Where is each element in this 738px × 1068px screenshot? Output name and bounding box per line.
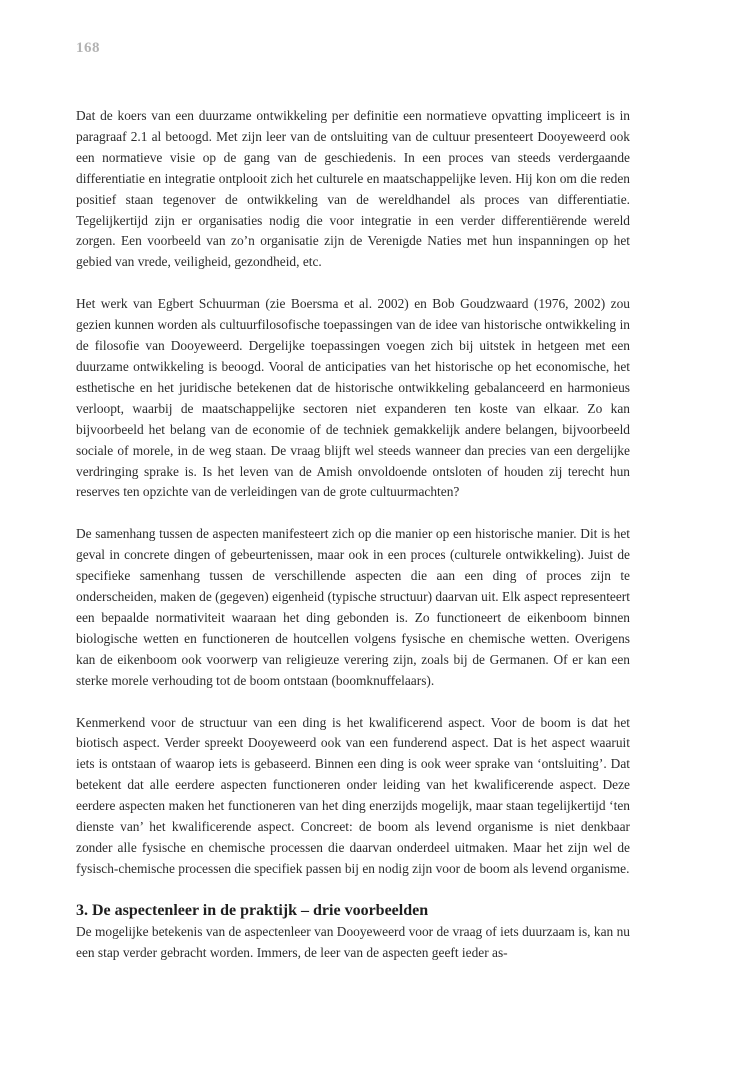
paragraph-3: De samenhang tussen de aspecten manifesteert zich op die manier op een historische manier. Dit is het geval in concrete dingen of gebeurtenissen, maar ook in een proces (culturele ontwikkeling). Juist de specifieke samenhang tussen de verschillende aspecten die aan een ding of proces zijn te onderscheiden, maken de (gegeven) eigenheid (typische structuur) daarvan uit. Elk aspect representeert een bepaalde normativiteit waaraan het ding gebonden is. Zo functioneert de eikenboom binnen biologische wetten en functioneren de houtcellen volgens fysische en chemische wetten. Overigens kan de eikenboom ook voorwerp van religieuze verering zijn, zoals bij de Germanen. Of er kan een sterke morele verhouding tot de boom ontstaan (boomknuffelaars). — [76, 526, 630, 688]
page-number: 168 — [76, 40, 100, 56]
section-paragraph: De mogelijke betekenis van de aspectenleer van Dooyeweerd voor de vraag of iets duurzaam is, kan nu een stap verder gebracht worden. Immers, de leer van de aspecten geeft ieder as- — [76, 923, 630, 960]
paragraph-1: Dat de koers van een duurzame ontwikkeling per definitie een normatieve opvatting impliceert is in paragraaf 2.1 al betoogd. Met zijn leer van de ontsluiting van de cultuur presenteert Dooyeweerd ook een normatieve visie op de gang van de geschiedenis. In een proces van steeds verdergaande differentiatie en integratie ontplooit zich het culturele en maatschappelijke leven. Hij kon om die reden positief staan tegenover de ontwikkeling van de wereldhandel als proces van differentiatie. Tegelijkertijd zijn er organisaties nodig die voor integratie in een verder differentiërende wereld zorgen. Een voorbeeld van zo’n organisatie zijn de Verenigde Naties met hun inspanningen op het gebied van vrede, veiligheid, gezondheid, etc. — [76, 108, 630, 270]
section-heading: 3. De aspectenleer in de praktijk – drie voorbeelden — [76, 901, 429, 919]
paragraph-4: Kenmerkend voor de structuur van een ding is het kwalificerend aspect. Voor de boom is dat het biotisch aspect. Verder spreekt Dooyeweerd ook van een funderend aspect. Dat is het aspect waaruit iets is ontstaan of waarop iets is gebaseerd. Binnen een ding is ook weer sprake van ‘ontsluiting’. Dat betekent dat alle eerdere aspecten functioneren onder leiding van het kwalificerende aspect. Deze eerdere aspecten maken het functioneren van het ding enerzijds mogelijk, maar staan tegelijkertijd ‘ten dienste van’ het kwalificerende aspect. Concreet: de boom als levend organisme is niet denkbaar zonder alle fysische en chemische processen die daarvan onderdeel uitmaken. Maar het zijn wel de fysisch-chemische processen die specifiek passen bij en nodig zijn voor de boom als levend organisme. — [76, 714, 630, 876]
paragraph-2: Het werk van Egbert Schuurman (zie Boersma et al. 2002) en Bob Goudzwaard (1976, 2002) zou gezien kunnen worden als cultuurfilosofische toepassingen van de idee van historische ontwikkeling in de filosofie van Dooyeweerd. Dergelijke toepassingen voegen zich bij uitstek in hetgeen met een duurzame ontwikkeling is beoogd. Vooral de anticipaties van het historische op het economische, het esthetische en het juridische betekenen dat de historische ontwikkeling gebalanceerd en harmonieus verloopt, waarbij de maatschappelijke sectoren niet expanderen ten koste van elkaar. Zo kan bijvoorbeeld het belang van de economie of de techniek gemakkelijk andere belangen, bijvoorbeeld sociale of morele, in de weg staan. De vraag blijft wel steeds wanneer dan precies van een dergelijke verdringing sprake is. Is het leven van de Amish onvoldoende ontsloten of houden zij terecht hun reserves ten opzichte van de verleidingen van de grote cultuurmachten? — [76, 296, 630, 500]
page-body — [76, 106, 630, 964]
